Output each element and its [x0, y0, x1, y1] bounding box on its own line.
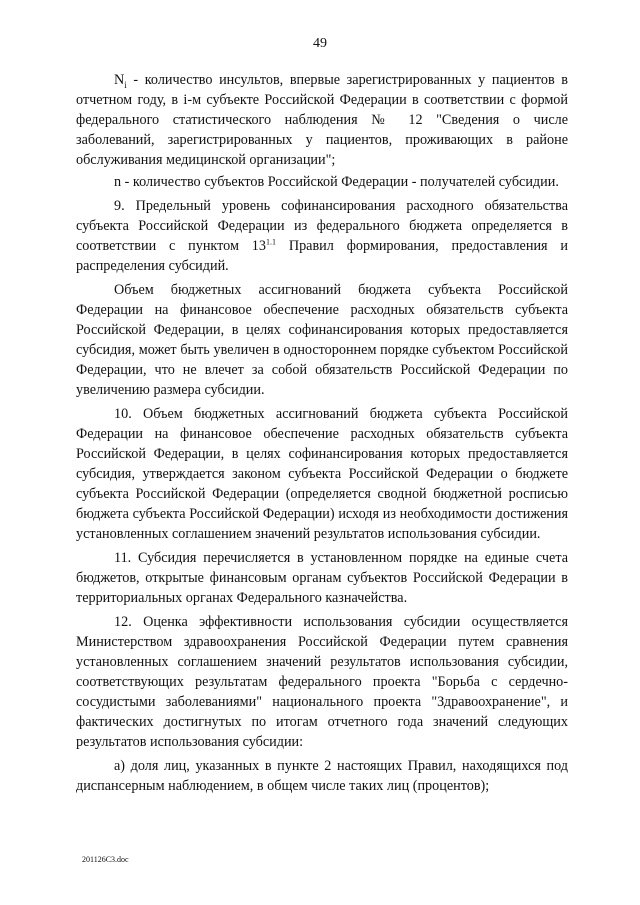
page-number: 49 [313, 36, 327, 51]
paragraph-budget-volume: Объем бюджетных ассигнований бюджета субъекта Российской Федерации на финансовое обеспечение расходных обязательств субъекта Российской Федерации, в целях софинансирования которых предоставляется субсидия, может быть увеличен в одностороннем порядке субъектом Российской Федерации, что не влечет за собой обязательств Российской Федерации по увеличению размера субсидии. [76, 282, 568, 398]
paragraph-10: 10. Объем бюджетных ассигнований бюджета субъекта Российской Федерации на финансовое обеспечение расходных обязательств субъекта Российской Федерации, в целях софинансирования которых предоставляется субсидия, утверждается законом субъекта Российской Федерации о бюджете субъекта Российской Федерации (определяется сводной бюджетной росписью бюджета субъекта Российской Федерации) исходя из необходимости достижения установленных соглашением значений результатов использования субсидии. [76, 406, 568, 542]
variable-n: N [114, 72, 125, 88]
paragraph-11: 11. Субсидия перечисляется в установленном порядке на единые счета бюджетов, открытые финансовым органам субъектов Российской Федерации в территориальных органах Федерального казначейства. [76, 550, 568, 606]
paragraph-n-i-text: - количество инсультов, впервые зарегистрированных у пациентов в отчетном году, в i-м субъекте Российской Федерации в соответствии с формой федерального статистического наблюдения № 12 "Сведения о числе заболеваний, зарегистрированных у пациентов, проживающих в районе обслуживания медицинской организации"; [76, 72, 568, 168]
paragraph-9-pre: 9. Предельный уровень софинансирования расходного обязательства субъекта Российской Федерации из федерального бюджета определяется в соответствии с пунктом 13 [76, 198, 568, 254]
paragraph-9-post: Правил формирования, предоставления и распределения субсидий. [76, 238, 569, 274]
file-name-footer: 201126C3.doc [82, 855, 129, 864]
paragraph-12: 12. Оценка эффективности использования субсидии осуществляется Министерством здравоохранения Российской Федерации путем сравнения установленных соглашением значений результатов использования субсидии, соответствующих результатам федерального проекта "Борьба с сердечно-сосудистыми заболеваниями" национального проекта "Здравоохранение", и фактических достигнутых по итогам отчетного года значений следующих результатов использования субсидии: [76, 614, 568, 750]
paragraph-n-definition: n - количество субъектов Российской Федерации - получателей субсидии. [114, 174, 559, 190]
paragraph-12-a: а) доля лиц, указанных в пункте 2 настоящих Правил, находящихся под диспансерным наблюдением, в общем числе таких лиц (процентов); [76, 758, 568, 794]
variable-n-subscript: i [124, 79, 127, 90]
paragraph-9-superscript: 1.1 [266, 237, 276, 247]
document-body [76, 70, 568, 800]
paragraph-9 [76, 196, 568, 276]
paragraph-n-i-definition [76, 70, 568, 170]
